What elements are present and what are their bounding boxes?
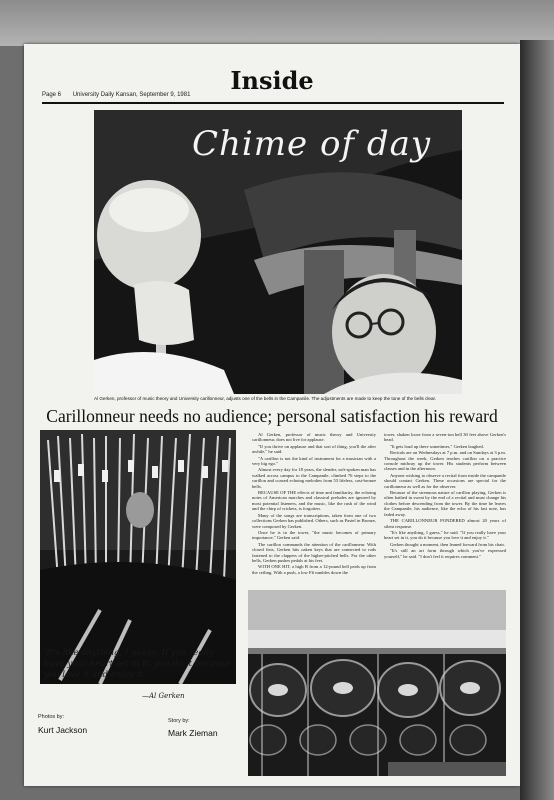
paragraph: BECAUSE OF THE effects of time and familiarity, the echoing notes of American marches and classical preludes are ignored by most potential listeners, and the music, like the rush of the wind and the chirp of crickets, is forgotten. — [252, 490, 376, 512]
clavier-photo-illustration — [40, 430, 236, 684]
section-masthead: Inside — [230, 66, 314, 95]
bells-photo-illustration — [248, 590, 506, 776]
paragraph: Many of the songs are transcriptions, taken from one of two collections Gerken has published. Others, such as Pastel in Bronze, were composed by Gerken. — [252, 512, 376, 529]
paragraph: WITH ONE HIT, a high B from a 12-pound bell peals up from the ceiling. With a push, a low F# rumbles down the — [252, 564, 376, 575]
paragraph: Al Gerken, professor of music theory and University carillonneur, does not live for applause. — [252, 432, 376, 443]
paragraph: Because of the strenuous nature of carillon playing, Gerken is often bathed in sweat by the end of a recital and must change his clothes before descending from the tower. By the time he leaves the Campanile, his audience, like the echo of his last note, has faded away. — [384, 490, 506, 517]
paragraph: "If you thrive on applause and that sort of thing, you'll die after awhile," he said. — [252, 443, 376, 455]
clavier-photo — [40, 430, 236, 684]
paragraph: "A carillon is not the kind of instrument for a musician with a very big ego." — [252, 455, 376, 467]
paragraph: The carillon commands the attention of the carillonneur. With closed fists, Gerken hits oaken keys that are connected to rods fastened to the clappers of the higher-pitched bells. For the other bells, Gerken pushes pedals at his feet. — [252, 541, 376, 563]
story-credit-name: Mark Zieman — [168, 728, 218, 738]
paragraph: "It's still an art form through which you've expressed yourself," he said. "I don't feel it requires comment." — [384, 548, 506, 559]
photo-credit-label: Photos by: — [38, 714, 64, 720]
article-column-1 — [252, 432, 376, 576]
folio-line — [42, 92, 504, 104]
pull-quote-attribution: —Al Gerken — [142, 692, 185, 700]
paragraph: Anyone wishing to observe a recital from inside the campanile should contact Gerken. These occasions are special for the carillonneur as well as for the observer. — [384, 472, 506, 489]
paragraph: THE CARILLONNEUR PONDERED almost 20 years of silent response. — [384, 518, 506, 529]
article-headline: Carillonneur needs no audience; personal satisfaction his reward — [46, 406, 498, 426]
paragraph: tower, shaken loose from a seven-ton bell 30 feet above Gerken's head. — [384, 432, 506, 443]
binder-edge — [520, 40, 554, 800]
page-number: Page 6 — [42, 92, 62, 98]
bells-photo — [248, 590, 506, 776]
paragraph: Once he is in the tower, "the music becomes of primary importance," Gerken said. — [252, 529, 376, 541]
paragraph: "It's like anything, I guess," he said. "If you really have your heart set in it, you do it because you love it and enjoy it." — [384, 529, 506, 541]
feature-title: Chime of day — [192, 124, 432, 164]
scan-background-top — [0, 0, 554, 46]
paragraph: "It gets loud up there sometimes," Gerken laughed. — [390, 443, 484, 449]
article-column-2 — [384, 432, 506, 560]
feature-photo-carillonneur — [94, 110, 462, 394]
newspaper-page — [24, 44, 520, 786]
pull-quote: 'It's like anything, I guess. If you really have your heart set in it, you do it because you love it and enjoy it.' — [44, 648, 231, 680]
photo-caption: Al Gerken, professor of music theory and University carillonneur, adjusts one of the bells in the Campanile. The adjustments are made to keep the tone of the bells clear. — [94, 396, 437, 401]
photo-credit-name: Kurt Jackson — [38, 725, 88, 735]
paragraph: Almost every day for 18 years, the slender, soft-spoken man has walked across campus to the Campanile, climbed 76 steps to the carillon and coaxed echoing melodies from 53 lifeless, cast-bronze bells. — [252, 467, 376, 489]
paper-dateline: University Daily Kansan, September 9, 1981 — [72, 92, 191, 98]
story-credit-label: Story by: — [168, 718, 190, 724]
paragraph: Recitals are on Wednesdays at 7 p.m. and on Sundays at 3 p.m. Throughout the week, Gerken teaches carillon on a practice console midway up the tower. His students perform between classes and in the afternoon. — [384, 450, 506, 472]
paragraph: Gerken thought a moment, then leaned forward from his chair. — [390, 541, 505, 547]
